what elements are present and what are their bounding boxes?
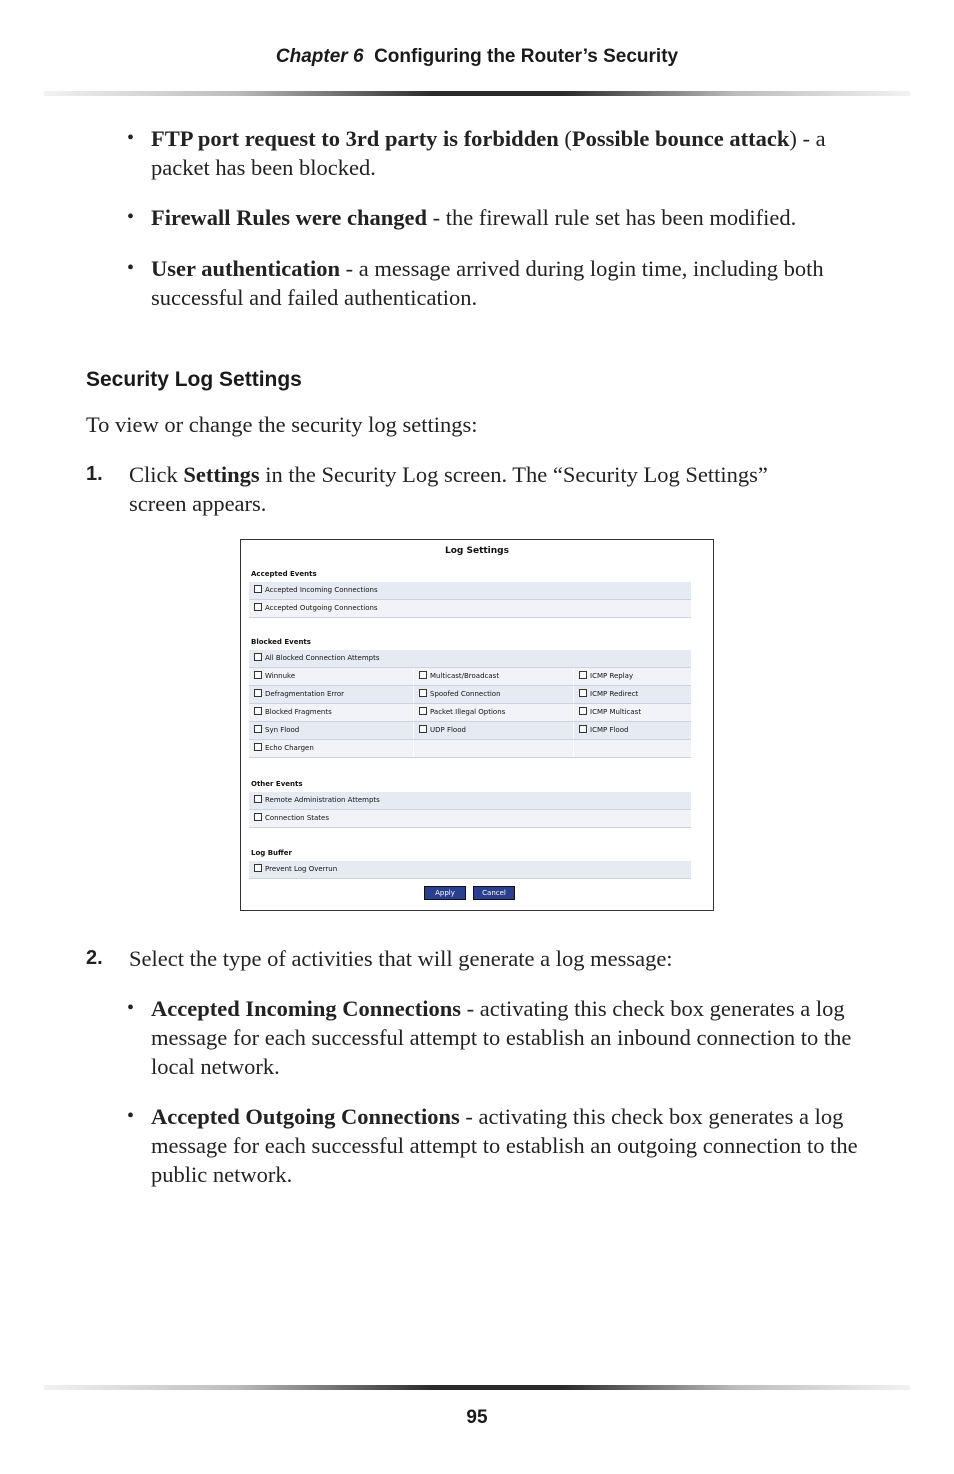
step-text: Select the type of activities that will generate a log message:	[129, 946, 673, 971]
checkbox-label: ICMP Multicast	[590, 708, 642, 716]
checkbox-icon[interactable]	[419, 689, 427, 697]
checkbox-icon[interactable]	[254, 743, 262, 751]
log-settings-screenshot	[240, 539, 714, 911]
bullet-accepted-incoming	[127, 994, 876, 1081]
checkbox-icon[interactable]	[579, 725, 587, 733]
checkbox-label: Accepted Outgoing Connections	[265, 604, 378, 612]
checkbox-row	[249, 668, 691, 686]
step-1	[86, 460, 829, 518]
checkbox-icmp-flood[interactable]	[574, 722, 691, 739]
checkbox-label: Blocked Fragments	[265, 708, 332, 716]
checkbox-icon[interactable]	[579, 707, 587, 715]
checkbox-label: UDP Flood	[430, 726, 466, 734]
bullet-dot: •	[127, 997, 135, 1019]
checkbox-icon[interactable]	[254, 707, 262, 715]
checkbox-icmp-redirect[interactable]	[574, 686, 691, 703]
other-events-label: Other Events	[251, 780, 303, 788]
checkbox-label: ICMP Flood	[590, 726, 629, 734]
bullet-term: Accepted Outgoing Connections	[151, 1104, 460, 1129]
checkbox-label: ICMP Redirect	[590, 690, 639, 698]
bullet-firewall-rules	[127, 203, 876, 232]
empty-cell	[574, 740, 691, 757]
bullet-text: - activating this check box generates a log message for each successful attempt to establish an outgoing connection to the public network.	[151, 1104, 858, 1187]
checkbox-icon[interactable]	[254, 725, 262, 733]
checkbox-accepted-outgoing[interactable]	[249, 600, 691, 617]
step-text: in the Security Log screen. The “Security Log Settings” screen appears.	[129, 462, 768, 516]
checkbox-label: Syn Flood	[265, 726, 300, 734]
bullet-dot: •	[127, 206, 135, 228]
checkbox-icon[interactable]	[254, 864, 262, 872]
checkbox-packet-illegal-options[interactable]	[414, 704, 574, 721]
checkbox-icon[interactable]	[579, 689, 587, 697]
checkbox-icon[interactable]	[254, 813, 262, 821]
intro-paragraph: To view or change the security log settings:	[86, 412, 478, 437]
checkbox-syn-flood[interactable]	[249, 722, 414, 739]
bullet-accepted-outgoing	[127, 1102, 876, 1189]
step-bold: Settings	[183, 462, 260, 487]
bullet-text: - the firewall rule set has been modified.	[427, 205, 797, 230]
checkbox-label: Packet Illegal Options	[430, 708, 506, 716]
checkbox-row	[249, 722, 691, 740]
checkbox-echo-chargen[interactable]	[249, 740, 414, 757]
checkbox-remote-admin-attempts[interactable]	[249, 792, 691, 809]
checkbox-connection-states[interactable]	[249, 810, 691, 827]
checkbox-row	[249, 600, 691, 618]
checkbox-row	[249, 861, 691, 879]
checkbox-icon[interactable]	[419, 707, 427, 715]
bullet-ftp-port	[127, 124, 876, 182]
checkbox-label: ICMP Replay	[590, 672, 634, 680]
log-buffer-label: Log Buffer	[251, 849, 292, 857]
bullet-term: Accepted Incoming Connections	[151, 996, 461, 1021]
cancel-button[interactable]: Cancel	[473, 886, 515, 900]
checkbox-label: Winnuke	[265, 672, 296, 680]
checkbox-icon[interactable]	[254, 653, 262, 661]
footer-rule	[44, 1385, 910, 1390]
checkbox-label: Connection States	[265, 814, 330, 822]
checkbox-icmp-replay[interactable]	[574, 668, 691, 685]
bullet-term: Firewall Rules were changed	[151, 205, 428, 230]
checkbox-spoofed-connection[interactable]	[414, 686, 574, 703]
checkbox-icon[interactable]	[579, 671, 587, 679]
apply-button[interactable]: Apply	[424, 886, 466, 900]
checkbox-label: Echo Chargen	[265, 744, 314, 752]
checkbox-row	[249, 810, 691, 828]
checkbox-icmp-multicast[interactable]	[574, 704, 691, 721]
step-2	[86, 944, 829, 973]
bullet-term: FTP port request to 3rd party is forbidden	[151, 126, 559, 151]
checkbox-icon[interactable]	[254, 795, 262, 803]
checkbox-label: Remote Administration Attempts	[265, 796, 380, 804]
checkbox-label: Multicast/Broadcast	[430, 672, 500, 680]
step-text: Click	[129, 462, 184, 487]
checkbox-row	[249, 740, 691, 758]
page-number: 95	[466, 1407, 488, 1428]
checkbox-row	[249, 792, 691, 810]
bullet-user-auth	[127, 254, 876, 312]
checkbox-row	[249, 686, 691, 704]
checkbox-label: Spoofed Connection	[430, 690, 501, 698]
section-title: Security Log Settings	[86, 368, 302, 391]
blocked-events-label: Blocked Events	[251, 638, 311, 646]
bullet-text: ) - a packet has been blocked.	[151, 126, 826, 180]
bullet-text: (	[558, 126, 572, 151]
bullet-text: - a message arrived during login time, including both successful and failed authentication.	[151, 256, 824, 310]
header-rule	[44, 91, 910, 96]
checkbox-blocked-fragments[interactable]	[249, 704, 414, 721]
running-header	[0, 46, 954, 68]
checkbox-label: Prevent Log Overrun	[265, 865, 338, 873]
bullet-dot: •	[127, 1105, 135, 1127]
checkbox-row	[249, 704, 691, 722]
chapter-title: Configuring the Router’s Security	[374, 46, 679, 67]
checkbox-row	[249, 650, 691, 668]
empty-cell	[414, 740, 574, 757]
checkbox-icon[interactable]	[254, 585, 262, 593]
bullet-term: Possible bounce attack	[571, 126, 790, 151]
step-number: 2.	[86, 947, 103, 969]
checkbox-label: Defragmentation Error	[265, 690, 345, 698]
checkbox-all-blocked[interactable]	[249, 650, 691, 667]
checkbox-icon[interactable]	[254, 671, 262, 679]
checkbox-row	[249, 582, 691, 600]
bullet-dot: •	[127, 127, 135, 149]
checkbox-winnuke[interactable]	[249, 668, 414, 685]
bullet-text: - activating this check box generates a log message for each successful attempt to establish an inbound connection to the local network.	[151, 996, 852, 1079]
checkbox-icon[interactable]	[254, 603, 262, 611]
screenshot-title: Log Settings	[445, 546, 509, 556]
checkbox-prevent-log-overrun[interactable]	[249, 861, 691, 878]
checkbox-defragmentation-error[interactable]	[249, 686, 414, 703]
checkbox-udp-flood[interactable]	[414, 722, 574, 739]
checkbox-icon[interactable]	[254, 689, 262, 697]
checkbox-label: All Blocked Connection Attempts	[265, 654, 380, 662]
checkbox-accepted-incoming[interactable]	[249, 582, 691, 599]
step-number: 1.	[86, 463, 103, 485]
checkbox-multicast-broadcast[interactable]	[414, 668, 574, 685]
checkbox-icon[interactable]	[419, 725, 427, 733]
bullet-term: User authentication	[151, 256, 340, 281]
chapter-label: Chapter 6	[275, 46, 364, 67]
checkbox-label: Accepted Incoming Connections	[265, 586, 378, 594]
accepted-events-label: Accepted Events	[251, 570, 317, 578]
checkbox-icon[interactable]	[419, 671, 427, 679]
bullet-dot: •	[127, 257, 135, 279]
